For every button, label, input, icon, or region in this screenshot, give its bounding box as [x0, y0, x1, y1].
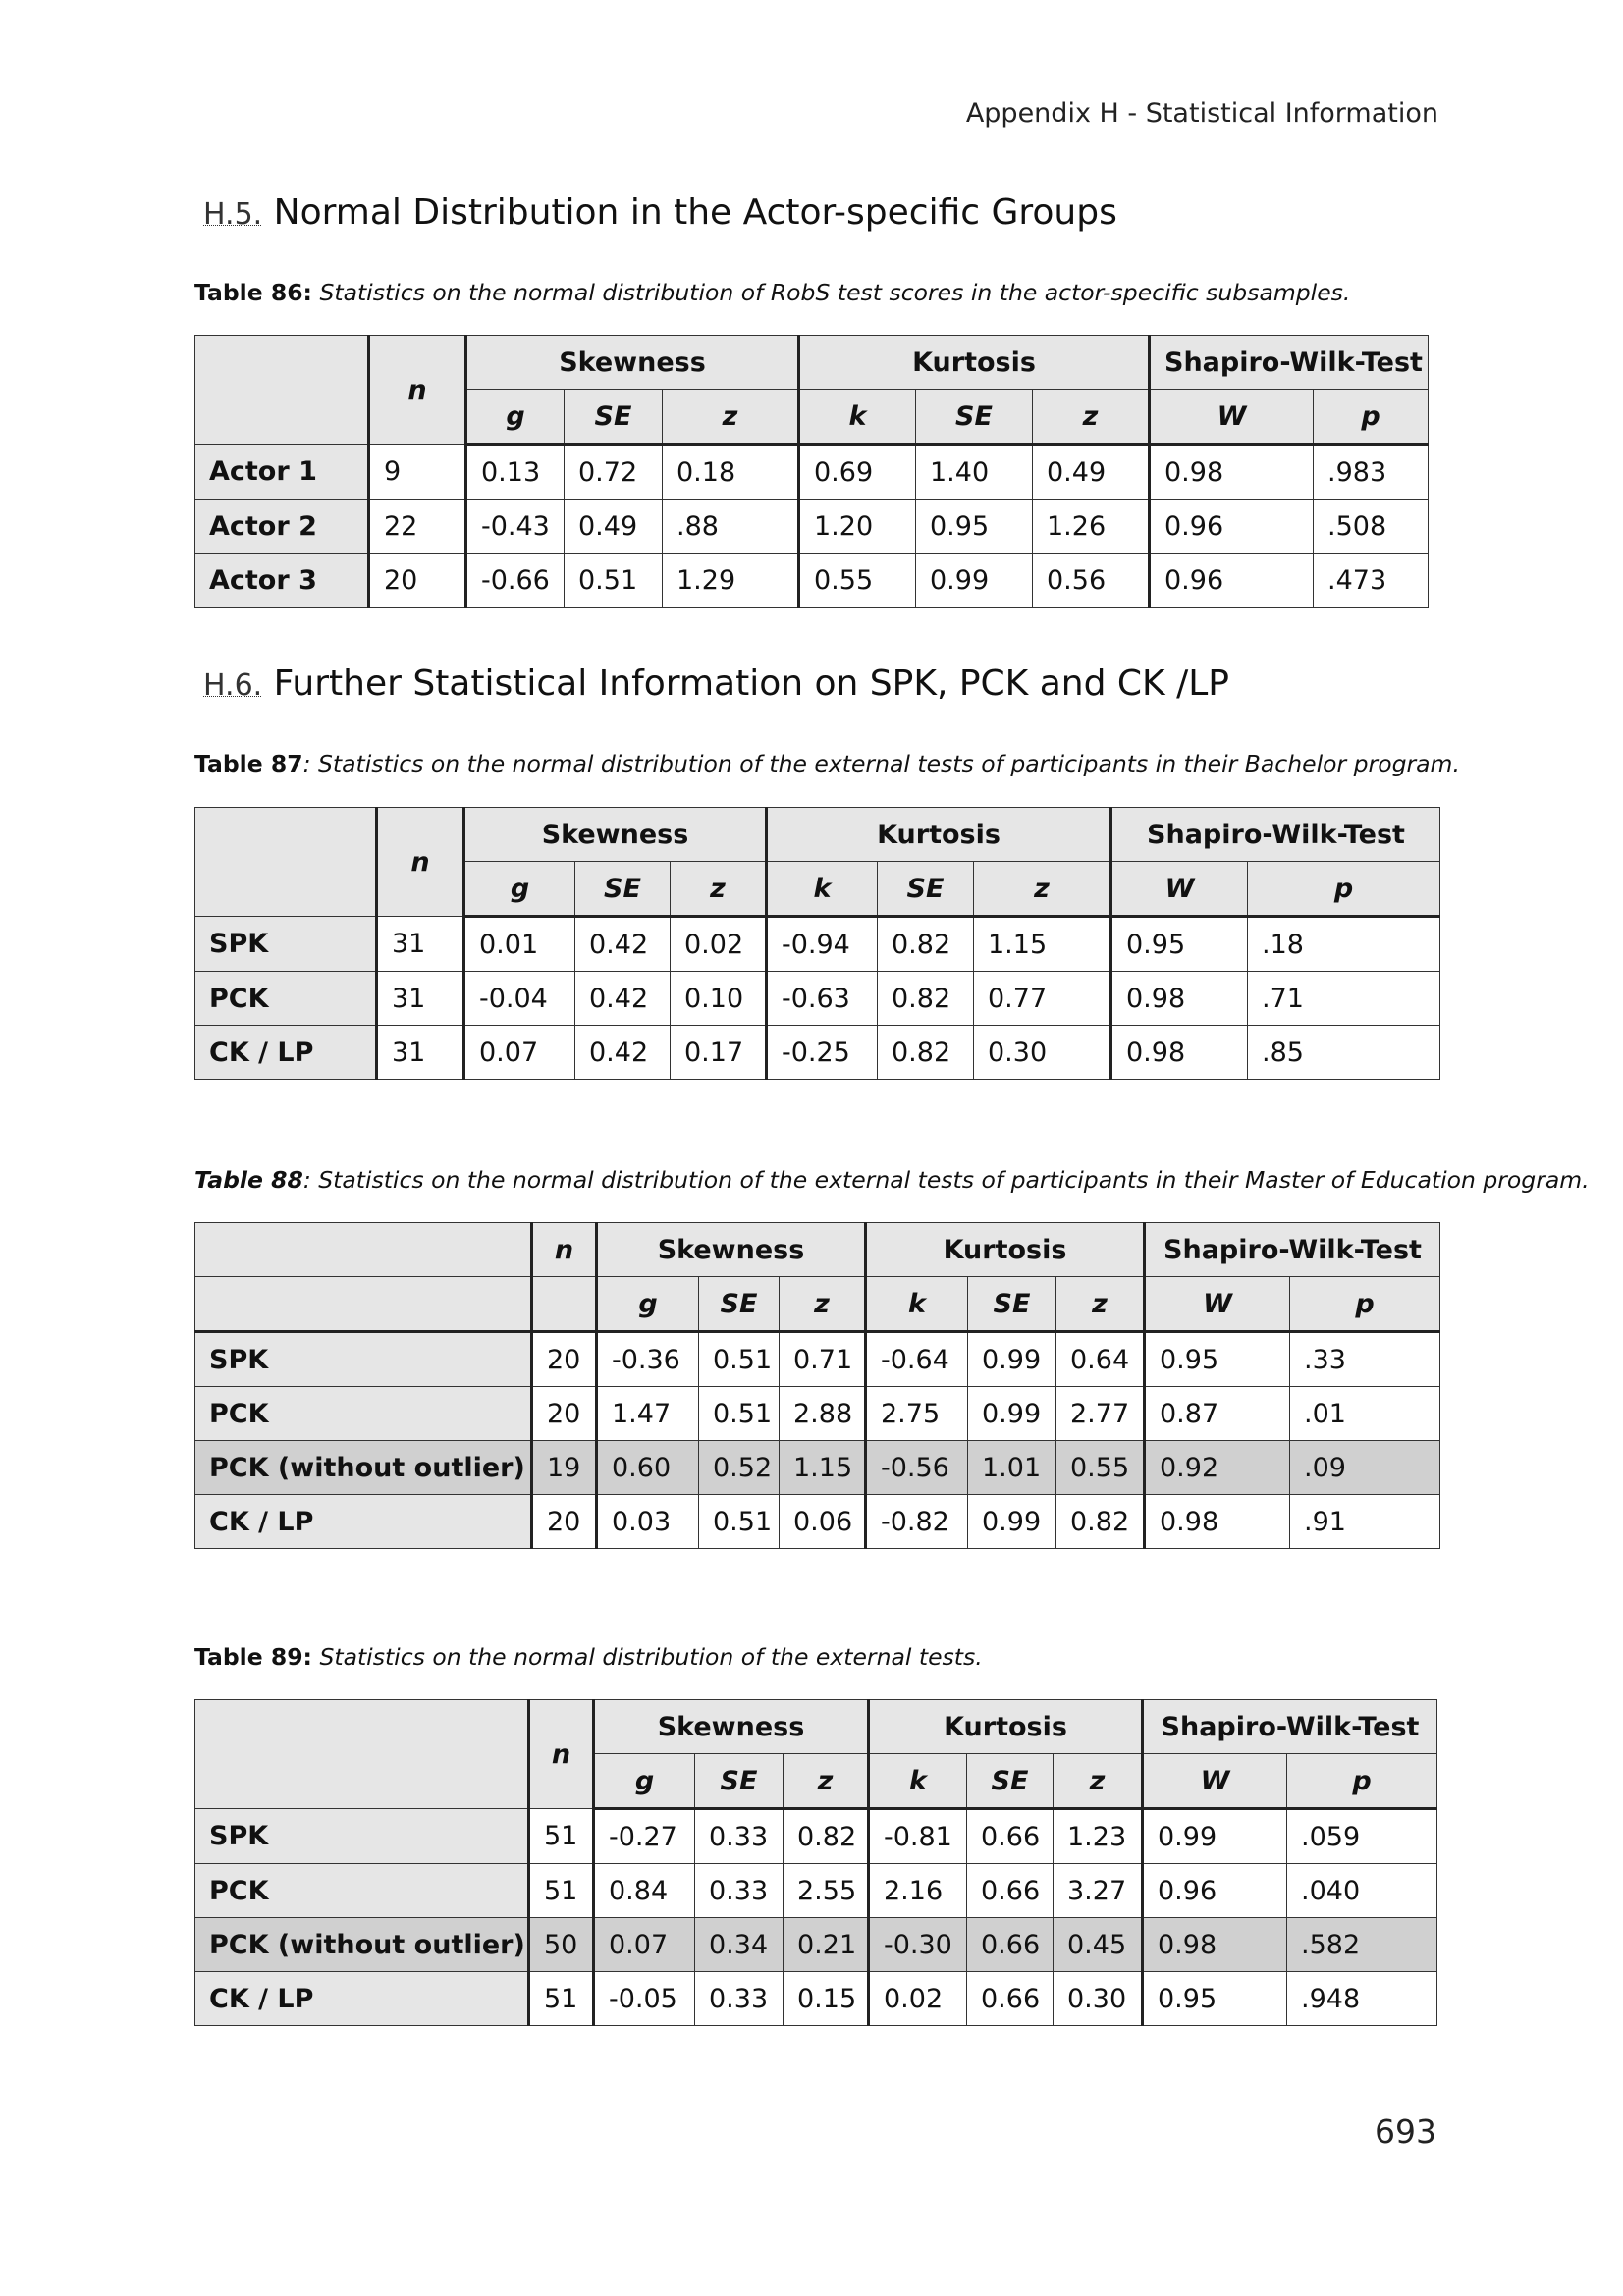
- col-header-k: k: [767, 862, 878, 917]
- cell-z2: 0.56: [1033, 554, 1150, 608]
- cell-n: 51: [529, 1972, 594, 2026]
- cell-se2: 0.66: [967, 1918, 1054, 1972]
- col-header-kurtosis: Kurtosis: [767, 808, 1111, 862]
- cell-n: 9: [369, 445, 466, 500]
- cell-z1: 1.29: [663, 554, 799, 608]
- table-88: [194, 1222, 1440, 1549]
- col-header-p: p: [1287, 1754, 1437, 1809]
- cell-se1: 0.33: [695, 1864, 784, 1918]
- cell-z1: 0.15: [784, 1972, 869, 2026]
- row-label: CK / LP: [195, 1972, 529, 2026]
- col-header-z: z: [1056, 1277, 1145, 1332]
- cell-n: 20: [532, 1387, 597, 1441]
- col-header-z: z: [1054, 1754, 1143, 1809]
- section-heading-h6: [203, 664, 1229, 704]
- cell-z1: 1.15: [780, 1441, 866, 1495]
- cell-z2: 0.45: [1054, 1918, 1143, 1972]
- col-header-shapiro: Shapiro-Wilk-Test: [1111, 808, 1440, 862]
- cell-se2: 0.99: [968, 1332, 1056, 1387]
- cell-p: .71: [1248, 972, 1440, 1026]
- table-row: [195, 554, 1429, 608]
- row-label: Actor 2: [195, 500, 369, 554]
- cell-se2: 0.82: [878, 972, 974, 1026]
- col-header-w: W: [1145, 1277, 1290, 1332]
- col-header-z: z: [663, 390, 799, 445]
- cell-k: -0.56: [866, 1441, 968, 1495]
- cell-se1: 0.51: [699, 1332, 780, 1387]
- cell-se1: 0.51: [699, 1495, 780, 1549]
- cell-p: .85: [1248, 1026, 1440, 1080]
- col-header-z: z: [784, 1754, 869, 1809]
- table-label: Table 86:: [194, 279, 312, 306]
- cell-se2: 0.66: [967, 1809, 1054, 1864]
- cell-k: -0.82: [866, 1495, 968, 1549]
- cell-z1: 2.88: [780, 1387, 866, 1441]
- row-label: Actor 1: [195, 445, 369, 500]
- table-89: [194, 1699, 1437, 2026]
- cell-p: .983: [1314, 445, 1429, 500]
- col-header-g: g: [464, 862, 575, 917]
- row-label: CK / LP: [195, 1026, 377, 1080]
- section-title: Further Statistical Information on SPK, PCK and CK /LP: [273, 664, 1229, 704]
- col-header-k: k: [799, 390, 916, 445]
- col-header-k: k: [869, 1754, 967, 1809]
- table-row: [195, 445, 1429, 500]
- cell-p: .91: [1290, 1495, 1440, 1549]
- col-header-kurtosis: Kurtosis: [866, 1223, 1145, 1277]
- cell-w: 0.87: [1145, 1387, 1290, 1441]
- row-label: CK / LP: [195, 1495, 532, 1549]
- cell-z2: 3.27: [1054, 1864, 1143, 1918]
- section-number: H.6.: [203, 668, 263, 703]
- cell-w: 0.96: [1150, 554, 1314, 608]
- table-row: [195, 917, 1440, 972]
- row-label: SPK: [195, 917, 377, 972]
- col-header-skewness: Skewness: [594, 1700, 869, 1754]
- cell-se1: 0.42: [575, 1026, 671, 1080]
- cell-z1: 0.02: [671, 917, 767, 972]
- cell-w: 0.99: [1143, 1809, 1287, 1864]
- cell-z1: 0.17: [671, 1026, 767, 1080]
- cell-z2: 0.30: [1054, 1972, 1143, 2026]
- cell-se1: 0.49: [565, 500, 663, 554]
- cell-k: -0.63: [767, 972, 878, 1026]
- table-row: [195, 972, 1440, 1026]
- table-caption-text: : Statistics on the normal distribution of the external tests of participants in their Master of Education program.: [302, 1166, 1590, 1194]
- table-row: [195, 1809, 1437, 1864]
- page-number: 693: [1375, 2112, 1436, 2151]
- table-86-caption: [194, 279, 1350, 306]
- row-label: PCK (without outlier): [195, 1918, 529, 1972]
- table-row: [195, 1441, 1440, 1495]
- col-header-n: n: [369, 336, 466, 445]
- cell-z1: 0.18: [663, 445, 799, 500]
- col-header-shapiro: Shapiro-Wilk-Test: [1150, 336, 1429, 390]
- row-label: SPK: [195, 1809, 529, 1864]
- cell-n: 50: [529, 1918, 594, 1972]
- cell-se2: 1.01: [968, 1441, 1056, 1495]
- cell-k: -0.94: [767, 917, 878, 972]
- cell-p: .18: [1248, 917, 1440, 972]
- cell-n: 22: [369, 500, 466, 554]
- cell-g: -0.27: [594, 1809, 695, 1864]
- cell-se2: 0.66: [967, 1864, 1054, 1918]
- cell-w: 0.95: [1111, 917, 1248, 972]
- cell-g: 0.60: [597, 1441, 699, 1495]
- col-header-w: W: [1150, 390, 1314, 445]
- cell-se1: 0.42: [575, 917, 671, 972]
- row-label: Actor 3: [195, 554, 369, 608]
- cell-n: 20: [532, 1495, 597, 1549]
- cell-z2: 1.26: [1033, 500, 1150, 554]
- cell-z2: 0.77: [974, 972, 1111, 1026]
- cell-g: 0.01: [464, 917, 575, 972]
- cell-z1: 0.21: [784, 1918, 869, 1972]
- cell-g: -0.66: [466, 554, 565, 608]
- cell-n: 31: [377, 972, 464, 1026]
- col-header-se: SE: [916, 390, 1033, 445]
- table-row: [195, 1495, 1440, 1549]
- row-label: PCK (without outlier): [195, 1441, 532, 1495]
- cell-g: -0.04: [464, 972, 575, 1026]
- cell-se1: 0.34: [695, 1918, 784, 1972]
- cell-k: -0.81: [869, 1809, 967, 1864]
- col-header-p: p: [1290, 1277, 1440, 1332]
- section-title: Normal Distribution in the Actor-specific Groups: [273, 192, 1117, 233]
- col-header-p: p: [1314, 390, 1429, 445]
- cell-n: 20: [369, 554, 466, 608]
- table-89-caption: [194, 1643, 983, 1671]
- col-header-kurtosis: Kurtosis: [869, 1700, 1143, 1754]
- cell-z2: 0.30: [974, 1026, 1111, 1080]
- col-header-skewness: Skewness: [597, 1223, 866, 1277]
- cell-z2: 0.49: [1033, 445, 1150, 500]
- cell-se1: 0.51: [565, 554, 663, 608]
- cell-g: -0.43: [466, 500, 565, 554]
- table-row: [195, 1918, 1437, 1972]
- cell-se2: 1.40: [916, 445, 1033, 500]
- table-87-caption: [194, 750, 1460, 777]
- corner-cell: [195, 808, 377, 917]
- cell-se1: 0.33: [695, 1809, 784, 1864]
- cell-g: -0.05: [594, 1972, 695, 2026]
- row-label: SPK: [195, 1332, 532, 1387]
- cell-z2: 2.77: [1056, 1387, 1145, 1441]
- cell-se1: 0.42: [575, 972, 671, 1026]
- cell-z1: 2.55: [784, 1864, 869, 1918]
- cell-p: .09: [1290, 1441, 1440, 1495]
- cell-w: 0.96: [1143, 1864, 1287, 1918]
- cell-z2: 0.64: [1056, 1332, 1145, 1387]
- col-header-n: n: [377, 808, 464, 917]
- cell-se1: 0.72: [565, 445, 663, 500]
- section-number: H.5.: [203, 197, 263, 232]
- cell-z2: 1.23: [1054, 1809, 1143, 1864]
- cell-k: 0.69: [799, 445, 916, 500]
- running-header: Appendix H - Statistical Information: [965, 98, 1438, 129]
- cell-n: 31: [377, 1026, 464, 1080]
- cell-z1: 0.71: [780, 1332, 866, 1387]
- cell-g: 0.07: [594, 1918, 695, 1972]
- cell-p: .473: [1314, 554, 1429, 608]
- cell-k: -0.25: [767, 1026, 878, 1080]
- cell-w: 0.98: [1111, 972, 1248, 1026]
- cell-p: .582: [1287, 1918, 1437, 1972]
- table-row: [195, 1026, 1440, 1080]
- cell-n: 51: [529, 1864, 594, 1918]
- corner-cell: [195, 1277, 532, 1332]
- cell-se1: 0.51: [699, 1387, 780, 1441]
- cell-z2: 0.55: [1056, 1441, 1145, 1495]
- col-header-n: n: [532, 1223, 597, 1277]
- col-header-se: SE: [699, 1277, 780, 1332]
- cell-n: 20: [532, 1332, 597, 1387]
- cell-z1: .88: [663, 500, 799, 554]
- table-caption-text: Statistics on the normal distribution of RobS test scores in the actor-specific subsamples.: [311, 279, 1351, 306]
- cell-g: 0.13: [466, 445, 565, 500]
- col-header-z: z: [780, 1277, 866, 1332]
- empty-header-cell: [532, 1277, 597, 1332]
- cell-w: 0.95: [1145, 1332, 1290, 1387]
- cell-k: 0.55: [799, 554, 916, 608]
- cell-se2: 0.82: [878, 917, 974, 972]
- cell-se2: 0.95: [916, 500, 1033, 554]
- cell-se2: 0.99: [916, 554, 1033, 608]
- table-caption-text: Statistics on the normal distribution of the external tests.: [311, 1643, 983, 1671]
- corner-cell: [195, 1223, 532, 1277]
- col-header-se: SE: [967, 1754, 1054, 1809]
- cell-se1: 0.52: [699, 1441, 780, 1495]
- cell-se1: 0.33: [695, 1972, 784, 2026]
- col-header-se: SE: [575, 862, 671, 917]
- cell-z1: 0.10: [671, 972, 767, 1026]
- cell-k: 2.75: [866, 1387, 968, 1441]
- table-label: Table 89:: [194, 1643, 312, 1671]
- table-row: [195, 1864, 1437, 1918]
- cell-p: .059: [1287, 1809, 1437, 1864]
- col-header-skewness: Skewness: [466, 336, 799, 390]
- cell-w: 0.98: [1150, 445, 1314, 500]
- cell-k: 0.02: [869, 1972, 967, 2026]
- row-label: PCK: [195, 1864, 529, 1918]
- table-row: [195, 500, 1429, 554]
- table-row: [195, 1332, 1440, 1387]
- cell-p: .33: [1290, 1332, 1440, 1387]
- table-87: [194, 807, 1440, 1080]
- cell-w: 0.98: [1145, 1495, 1290, 1549]
- cell-n: 51: [529, 1809, 594, 1864]
- col-header-shapiro: Shapiro-Wilk-Test: [1143, 1700, 1437, 1754]
- table-label: Table 88: [194, 1166, 303, 1194]
- cell-z2: 1.15: [974, 917, 1111, 972]
- table-caption-text: : Statistics on the normal distribution of the external tests of participants in their Bachelor program.: [302, 750, 1460, 777]
- table-row: [195, 1387, 1440, 1441]
- col-header-g: g: [597, 1277, 699, 1332]
- cell-se2: 0.82: [878, 1026, 974, 1080]
- col-header-kurtosis: Kurtosis: [799, 336, 1150, 390]
- col-header-shapiro: Shapiro-Wilk-Test: [1145, 1223, 1440, 1277]
- cell-w: 0.98: [1111, 1026, 1248, 1080]
- col-header-skewness: Skewness: [464, 808, 767, 862]
- col-header-se: SE: [695, 1754, 784, 1809]
- cell-w: 0.96: [1150, 500, 1314, 554]
- col-header-z: z: [974, 862, 1111, 917]
- cell-se2: 0.99: [968, 1495, 1056, 1549]
- col-header-se: SE: [878, 862, 974, 917]
- cell-w: 0.98: [1143, 1918, 1287, 1972]
- cell-g: 0.84: [594, 1864, 695, 1918]
- col-header-k: k: [866, 1277, 968, 1332]
- cell-g: 1.47: [597, 1387, 699, 1441]
- table-row: [195, 1972, 1437, 2026]
- cell-p: .01: [1290, 1387, 1440, 1441]
- row-label: PCK: [195, 1387, 532, 1441]
- cell-p: .948: [1287, 1972, 1437, 2026]
- cell-g: 0.03: [597, 1495, 699, 1549]
- row-label: PCK: [195, 972, 377, 1026]
- col-header-z: z: [671, 862, 767, 917]
- table-86: [194, 335, 1429, 608]
- cell-k: 1.20: [799, 500, 916, 554]
- cell-w: 0.95: [1143, 1972, 1287, 2026]
- cell-g: -0.36: [597, 1332, 699, 1387]
- col-header-w: W: [1111, 862, 1248, 917]
- col-header-g: g: [594, 1754, 695, 1809]
- cell-z1: 0.06: [780, 1495, 866, 1549]
- table-88-caption: [194, 1166, 1590, 1194]
- cell-k: -0.64: [866, 1332, 968, 1387]
- corner-cell: [195, 336, 369, 445]
- cell-se2: 0.66: [967, 1972, 1054, 2026]
- cell-z2: 0.82: [1056, 1495, 1145, 1549]
- table-label: Table 87: [194, 750, 303, 777]
- cell-p: .040: [1287, 1864, 1437, 1918]
- col-header-se: SE: [968, 1277, 1056, 1332]
- cell-z1: 0.82: [784, 1809, 869, 1864]
- cell-p: .508: [1314, 500, 1429, 554]
- col-header-w: W: [1143, 1754, 1287, 1809]
- cell-k: -0.30: [869, 1918, 967, 1972]
- col-header-se: SE: [565, 390, 663, 445]
- cell-g: 0.07: [464, 1026, 575, 1080]
- col-header-n: n: [529, 1700, 594, 1809]
- col-header-p: p: [1248, 862, 1440, 917]
- corner-cell: [195, 1700, 529, 1809]
- cell-se2: 0.99: [968, 1387, 1056, 1441]
- cell-w: 0.92: [1145, 1441, 1290, 1495]
- cell-n: 19: [532, 1441, 597, 1495]
- col-header-z: z: [1033, 390, 1150, 445]
- section-heading-h5: [203, 192, 1117, 233]
- cell-n: 31: [377, 917, 464, 972]
- col-header-g: g: [466, 390, 565, 445]
- cell-k: 2.16: [869, 1864, 967, 1918]
